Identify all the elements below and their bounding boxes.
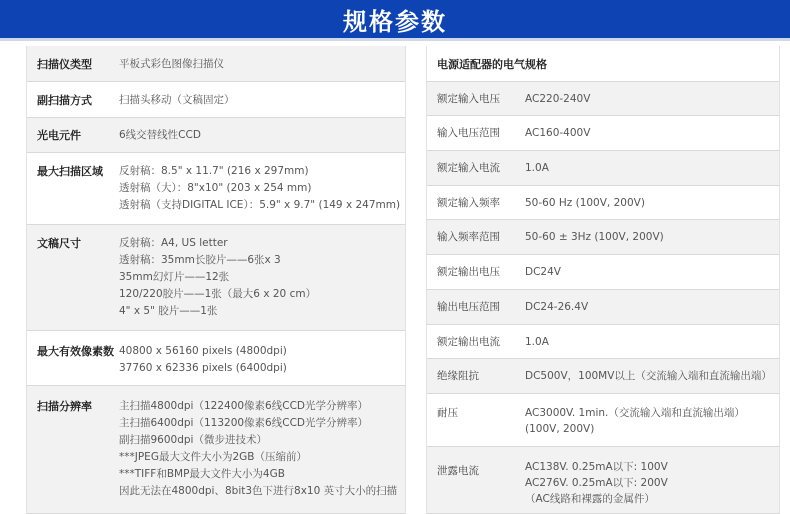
spec-value-line: 副扫描9600dpi（微步进技术） (119, 434, 267, 446)
spec-value (119, 398, 401, 500)
spec-value-line: DC500V，100MV以上（交流输入端和直流输出端） (525, 370, 772, 382)
spec-label: 最大扫描区域 (37, 165, 103, 178)
spec-value (525, 299, 775, 315)
spec-value-line: ***JPEG最大文件大小为2GB（压缩前） (119, 451, 307, 463)
spec-label: 输出电压范围 (437, 301, 500, 313)
spec-value-line: 50-60 Hz (100V, 200V) (525, 197, 645, 209)
spec-value (525, 334, 775, 350)
spec-label: 额定输入频率 (437, 197, 500, 209)
spec-value (525, 125, 775, 141)
spec-value-line: (100V, 200V) (525, 423, 595, 435)
spec-label: 光电元件 (37, 129, 81, 142)
scanner-spec-table (26, 46, 406, 514)
spec-value-line: 主扫描4800dpi（122400像素6线CCD光学分辨率） (119, 400, 368, 412)
spec-label: 额定输入电压 (437, 93, 500, 105)
power-row-leakage-current (427, 447, 779, 514)
spec-value-line: 120/220胶片——1张（最大6 x 20 cm） (119, 288, 317, 300)
spec-value (119, 343, 401, 377)
spec-value (525, 229, 775, 245)
power-row-rated-output-voltage (427, 255, 779, 290)
spec-value-line: AC276V. 0.25mA以下: 200V (525, 477, 668, 489)
spec-label: 扫描分辨率 (37, 400, 92, 413)
spec-value-line: 反射稿：A4, US letter (119, 237, 228, 249)
spec-value (119, 163, 401, 214)
spec-value-line: 因此无法在4800dpi、8bit3色下进行8x10 英寸大小的扫描 (119, 485, 398, 497)
spec-row-resolution (27, 386, 405, 514)
spec-value-line: 4" x 5" 胶片——1张 (119, 305, 218, 317)
spec-row-document-size (27, 225, 405, 331)
spec-value-line: 35mm幻灯片——12张 (119, 271, 230, 283)
power-row-rated-input-current (427, 151, 779, 186)
spec-row-scan-area (27, 153, 405, 225)
power-spec-heading-row (427, 46, 779, 82)
spec-value-line: 50-60 ± 3Hz (100V, 200V) (525, 231, 664, 243)
spec-value-line: 1.0A (525, 162, 549, 174)
spec-label: 输入频率范围 (437, 231, 500, 243)
spec-value-line: AC3000V. 1min.（交流输入端和直流输出端） (525, 407, 745, 419)
spec-value-line: 主扫描6400dpi（113200像素6线CCD光学分辨率） (119, 417, 368, 429)
spec-value-line: AC138V. 0.25mA以下: 100V (525, 461, 668, 473)
spec-label: 扫描仪类型 (37, 58, 92, 71)
spec-value (525, 368, 775, 384)
spec-label: 副扫描方式 (37, 94, 92, 107)
spec-label: 输入电压范围 (437, 127, 500, 139)
spec-label: 最大有效像素数 (37, 345, 114, 358)
power-row-rated-input-voltage (427, 82, 779, 116)
spec-value-line: 1.0A (525, 336, 549, 348)
spec-label: 额定输出电压 (437, 266, 500, 278)
spec-row-sensor (27, 118, 405, 153)
spec-value (119, 56, 401, 73)
spec-value-line: 反射稿：8.5" x 11.7" (216 x 297mm) (119, 165, 309, 177)
spec-value-line: ***TIFF和BMP最大文件大小为4GB (119, 468, 285, 480)
spec-value (525, 405, 775, 437)
spec-label: 泄露电流 (437, 465, 479, 477)
spec-value (525, 264, 775, 280)
spec-value-line: AC160-400V (525, 127, 591, 139)
power-row-withstand-voltage (427, 394, 779, 447)
spec-row-scanner-type (27, 46, 405, 82)
title-banner (0, 0, 790, 38)
spec-value (119, 127, 401, 144)
spec-value (525, 91, 775, 107)
power-row-input-voltage-range (427, 116, 779, 151)
spec-value-line: DC24-26.4V (525, 301, 589, 313)
spec-value-line: 扫描头移动（文稿固定） (119, 94, 235, 106)
power-adapter-spec-table (426, 46, 780, 514)
power-row-rated-input-frequency (427, 186, 779, 220)
spec-value (525, 160, 775, 176)
spec-label: 文稿尺寸 (37, 237, 81, 250)
spec-value-line: AC220-240V (525, 93, 591, 105)
power-row-insulation (427, 359, 779, 394)
spec-value-line: DC24V (525, 266, 561, 278)
spec-label: 额定输入电流 (437, 162, 500, 174)
spec-label: 绝缘阻抗 (437, 370, 479, 382)
power-row-input-frequency-range (427, 220, 779, 255)
power-row-rated-output-current (427, 325, 779, 359)
spec-value-line: （AC线路和裸露的金属件） (525, 493, 655, 505)
spec-row-sub-scan (27, 82, 405, 118)
spec-label: 额定输出电流 (437, 336, 500, 348)
spec-value (525, 459, 775, 507)
spec-value-line: 透射稿（大）：8"x10" (203 x 254 mm) (119, 182, 312, 194)
page-title: 规格参数 (343, 7, 447, 36)
spec-value (525, 195, 775, 211)
banner-divider (0, 38, 790, 41)
spec-value (119, 235, 401, 320)
section-heading: 电源适配器的电气规格 (437, 58, 547, 71)
power-row-output-voltage-range (427, 290, 779, 325)
spec-row-max-pixels (27, 331, 405, 386)
spec-value-line: 6线交替线性CCD (119, 129, 201, 141)
spec-value-line: 透射稿（支持DIGITAL ICE）：5.9" x 9.7" (149 x 247mm) (119, 199, 401, 211)
spec-value-line: 透射稿：35mm长胶片——6张x 3 (119, 254, 281, 266)
spec-label: 耐压 (437, 407, 458, 419)
spec-value-line: 40800 x 56160 pixels (4800dpi) (119, 345, 287, 357)
spec-value-line: 37760 x 62336 pixels (6400dpi) (119, 362, 287, 374)
spec-value-line: 平板式彩色图像扫描仪 (119, 58, 224, 70)
spec-value (119, 92, 401, 109)
